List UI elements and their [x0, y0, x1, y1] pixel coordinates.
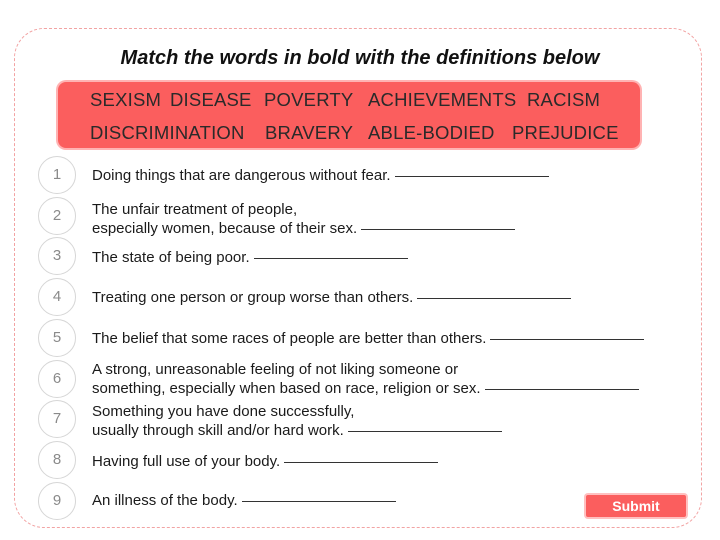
answer-input-6[interactable] — [485, 389, 639, 390]
submit-button[interactable]: Submit — [586, 495, 686, 517]
word-discrimination: DISCRIMINATION — [90, 122, 245, 143]
question-number: 6 — [38, 360, 76, 398]
word-prejudice: PREJUDICE — [512, 122, 619, 143]
question-number: 2 — [38, 197, 76, 235]
word-racism: RACISM — [527, 89, 601, 110]
word-bank — [58, 82, 640, 148]
word-able-bodied: ABLE-BODIED — [368, 122, 495, 143]
question-text: A strong, unreasonable feeling of not liking someone or something, especially when based on race, religion or sex. — [92, 360, 639, 398]
word-bravery: BRAVERY — [265, 122, 354, 143]
answer-input-7[interactable] — [348, 431, 502, 432]
answer-input-2[interactable] — [361, 229, 515, 230]
answer-input-9[interactable] — [242, 501, 396, 502]
question-text: The belief that some races of people are better than others. — [92, 329, 644, 348]
word-poverty: POVERTY — [264, 89, 354, 110]
question-number: 7 — [38, 400, 76, 438]
answer-input-5[interactable] — [490, 339, 644, 340]
question-number: 8 — [38, 441, 76, 479]
question-text: The state of being poor. — [92, 248, 408, 267]
question-text: The unfair treatment of people, especially women, because of their sex. — [92, 200, 515, 238]
question-number: 1 — [38, 156, 76, 194]
question-number: 4 — [38, 278, 76, 316]
word-sexism: SEXISM — [90, 89, 162, 110]
worksheet-title: Match the words in bold with the definitions below — [120, 47, 600, 69]
question-text: Doing things that are dangerous without fear. — [92, 166, 549, 185]
question-number: 5 — [38, 319, 76, 357]
question-text: Something you have done successfully, usually through skill and/or hard work. — [92, 402, 502, 440]
answer-input-1[interactable] — [395, 176, 549, 177]
question-number: 3 — [38, 237, 76, 275]
question-text: An illness of the body. — [92, 491, 396, 510]
answer-input-8[interactable] — [284, 462, 438, 463]
question-text: Having full use of your body. — [92, 452, 438, 471]
word-achievements: ACHIEVEMENTS — [368, 89, 517, 110]
answer-input-3[interactable] — [254, 258, 408, 259]
question-text: Treating one person or group worse than others. — [92, 288, 571, 307]
question-number: 9 — [38, 482, 76, 520]
word-disease: DISEASE — [170, 89, 252, 110]
answer-input-4[interactable] — [417, 298, 571, 299]
